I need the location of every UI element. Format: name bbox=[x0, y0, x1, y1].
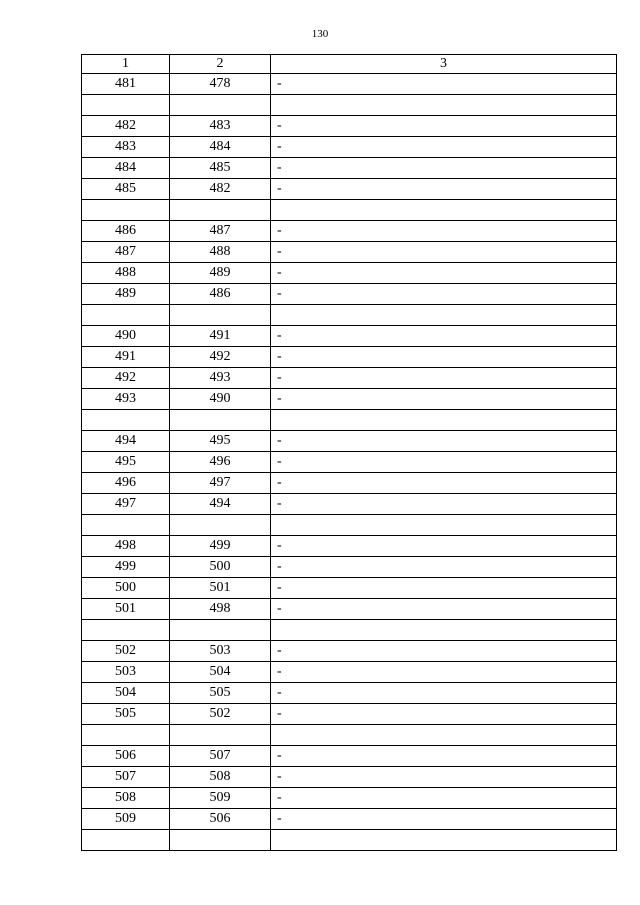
table-cell-col-3: - bbox=[271, 242, 617, 263]
table-row bbox=[82, 305, 617, 326]
table-cell-col-3 bbox=[271, 830, 617, 851]
table-cell-col-1: 501 bbox=[82, 599, 170, 620]
table-row bbox=[82, 578, 617, 599]
table-cell-col-1: 482 bbox=[82, 116, 170, 137]
table-row bbox=[82, 221, 617, 242]
table-cell-col-3: - bbox=[271, 284, 617, 305]
table-row bbox=[82, 683, 617, 704]
table-cell-col-2 bbox=[170, 95, 271, 116]
data-table bbox=[81, 54, 617, 851]
page-number: 130 bbox=[311, 28, 329, 40]
table-cell-col-3: - bbox=[271, 578, 617, 599]
table-row bbox=[82, 452, 617, 473]
table-cell-col-1: 485 bbox=[82, 179, 170, 200]
table-cell-col-2: 505 bbox=[170, 683, 271, 704]
table-cell-col-1: 505 bbox=[82, 704, 170, 725]
table-cell-col-2: 492 bbox=[170, 347, 271, 368]
table-cell-col-1: 504 bbox=[82, 683, 170, 704]
table-cell-col-1: 497 bbox=[82, 494, 170, 515]
table-cell-col-2: 484 bbox=[170, 137, 271, 158]
table-row bbox=[82, 200, 617, 221]
table-row bbox=[82, 557, 617, 578]
table-cell-col-3: - bbox=[271, 809, 617, 830]
table-row bbox=[82, 620, 617, 641]
table-cell-col-2: 509 bbox=[170, 788, 271, 809]
table-cell-col-2 bbox=[170, 620, 271, 641]
table-cell-col-1 bbox=[82, 620, 170, 641]
table-cell-col-2: 496 bbox=[170, 452, 271, 473]
table-row bbox=[82, 179, 617, 200]
table-cell-col-2 bbox=[170, 515, 271, 536]
table-row bbox=[82, 431, 617, 452]
table-row bbox=[82, 368, 617, 389]
table-cell-col-1 bbox=[82, 95, 170, 116]
table-cell-col-3: - bbox=[271, 137, 617, 158]
table-cell-col-3: - bbox=[271, 788, 617, 809]
table-cell-col-3: - bbox=[271, 662, 617, 683]
table-cell-col-1 bbox=[82, 410, 170, 431]
table-cell-col-1: 502 bbox=[82, 641, 170, 662]
table-cell-col-1: 498 bbox=[82, 536, 170, 557]
table-cell-col-2 bbox=[170, 200, 271, 221]
table-row bbox=[82, 494, 617, 515]
table-cell-col-2 bbox=[170, 410, 271, 431]
table-cell-col-2 bbox=[170, 830, 271, 851]
table-row bbox=[82, 116, 617, 137]
table-cell-col-3: - bbox=[271, 746, 617, 767]
table-cell-col-2: 482 bbox=[170, 179, 271, 200]
table-cell-col-1: 492 bbox=[82, 368, 170, 389]
table-cell-col-2: 501 bbox=[170, 578, 271, 599]
table-cell-col-3: - bbox=[271, 221, 617, 242]
table-row bbox=[82, 641, 617, 662]
table-cell-col-3: - bbox=[271, 263, 617, 284]
table-body bbox=[82, 74, 617, 851]
table-cell-col-2: 489 bbox=[170, 263, 271, 284]
table-cell-col-2: 495 bbox=[170, 431, 271, 452]
table-cell-col-3 bbox=[271, 95, 617, 116]
table-cell-col-3: - bbox=[271, 116, 617, 137]
table-cell-col-2: 487 bbox=[170, 221, 271, 242]
table-cell-col-3 bbox=[271, 725, 617, 746]
table-cell-col-2: 503 bbox=[170, 641, 271, 662]
table-cell-col-1: 491 bbox=[82, 347, 170, 368]
table-cell-col-2: 486 bbox=[170, 284, 271, 305]
table-cell-col-1: 489 bbox=[82, 284, 170, 305]
table-cell-col-1 bbox=[82, 305, 170, 326]
table-cell-col-1: 503 bbox=[82, 662, 170, 683]
table-cell-col-2: 494 bbox=[170, 494, 271, 515]
table-cell-col-3: - bbox=[271, 704, 617, 725]
table-cell-col-1: 506 bbox=[82, 746, 170, 767]
table-row bbox=[82, 263, 617, 284]
table-cell-col-3 bbox=[271, 515, 617, 536]
table-cell-col-3 bbox=[271, 200, 617, 221]
table-cell-col-3: - bbox=[271, 557, 617, 578]
table-row bbox=[82, 662, 617, 683]
table-cell-col-3 bbox=[271, 410, 617, 431]
table-cell-col-2: 485 bbox=[170, 158, 271, 179]
table-cell-col-2: 490 bbox=[170, 389, 271, 410]
table-cell-col-3: - bbox=[271, 494, 617, 515]
table-row bbox=[82, 74, 617, 95]
table-cell-col-2: 497 bbox=[170, 473, 271, 494]
table-row bbox=[82, 347, 617, 368]
table-cell-col-1: 484 bbox=[82, 158, 170, 179]
table-cell-col-3: - bbox=[271, 179, 617, 200]
table-row bbox=[82, 410, 617, 431]
table-cell-col-3: - bbox=[271, 368, 617, 389]
table-cell-col-1: 508 bbox=[82, 788, 170, 809]
table-cell-col-1: 483 bbox=[82, 137, 170, 158]
table-row bbox=[82, 704, 617, 725]
table-cell-col-1: 493 bbox=[82, 389, 170, 410]
table-cell-col-2: 478 bbox=[170, 74, 271, 95]
table-cell-col-2 bbox=[170, 305, 271, 326]
table-cell-col-3 bbox=[271, 620, 617, 641]
table-row bbox=[82, 389, 617, 410]
table-cell-col-3: - bbox=[271, 767, 617, 788]
table-row bbox=[82, 473, 617, 494]
table-cell-col-3: - bbox=[271, 326, 617, 347]
table-row bbox=[82, 326, 617, 347]
table-row bbox=[82, 725, 617, 746]
table-cell-col-1: 509 bbox=[82, 809, 170, 830]
table-row bbox=[82, 284, 617, 305]
table-cell-col-1: 488 bbox=[82, 263, 170, 284]
table-cell-col-3: - bbox=[271, 599, 617, 620]
table-cell-col-1: 496 bbox=[82, 473, 170, 494]
table-cell-col-3: - bbox=[271, 641, 617, 662]
table-cell-col-3: - bbox=[271, 473, 617, 494]
table-cell-col-1: 490 bbox=[82, 326, 170, 347]
table-cell-col-3: - bbox=[271, 389, 617, 410]
table-row bbox=[82, 599, 617, 620]
table-cell-col-3: - bbox=[271, 536, 617, 557]
column-header-2: 2 bbox=[170, 55, 271, 74]
table-cell-col-2: 508 bbox=[170, 767, 271, 788]
table-cell-col-2: 506 bbox=[170, 809, 271, 830]
table-cell-col-3: - bbox=[271, 683, 617, 704]
table-cell-col-3: - bbox=[271, 452, 617, 473]
table-cell-col-1: 481 bbox=[82, 74, 170, 95]
table-row bbox=[82, 746, 617, 767]
table-cell-col-1: 486 bbox=[82, 221, 170, 242]
table-cell-col-2: 502 bbox=[170, 704, 271, 725]
table-cell-col-1: 500 bbox=[82, 578, 170, 599]
table-cell-col-1: 494 bbox=[82, 431, 170, 452]
table-cell-col-3: - bbox=[271, 74, 617, 95]
table-cell-col-2: 483 bbox=[170, 116, 271, 137]
table-cell-col-1: 487 bbox=[82, 242, 170, 263]
table-cell-col-2: 491 bbox=[170, 326, 271, 347]
table-cell-col-2: 504 bbox=[170, 662, 271, 683]
table-row bbox=[82, 158, 617, 179]
table-row bbox=[82, 515, 617, 536]
table-cell-col-1 bbox=[82, 830, 170, 851]
table-cell-col-1: 495 bbox=[82, 452, 170, 473]
table-cell-col-3: - bbox=[271, 347, 617, 368]
table-cell-col-3: - bbox=[271, 431, 617, 452]
table-row bbox=[82, 767, 617, 788]
table-cell-col-2 bbox=[170, 725, 271, 746]
table-cell-col-1 bbox=[82, 725, 170, 746]
table-row bbox=[82, 137, 617, 158]
table-header-row bbox=[82, 55, 617, 74]
table-cell-col-2: 507 bbox=[170, 746, 271, 767]
column-header-1: 1 bbox=[82, 55, 170, 74]
table-row bbox=[82, 830, 617, 851]
column-header-3: 3 bbox=[271, 55, 617, 74]
table-cell-col-1 bbox=[82, 515, 170, 536]
table-cell-col-1: 499 bbox=[82, 557, 170, 578]
table-cell-col-2: 499 bbox=[170, 536, 271, 557]
table-cell-col-2: 488 bbox=[170, 242, 271, 263]
table-cell-col-3 bbox=[271, 305, 617, 326]
table-cell-col-1: 507 bbox=[82, 767, 170, 788]
table-cell-col-1 bbox=[82, 200, 170, 221]
table-row bbox=[82, 788, 617, 809]
table-row bbox=[82, 242, 617, 263]
table-row bbox=[82, 95, 617, 116]
table-cell-col-2: 498 bbox=[170, 599, 271, 620]
table-row bbox=[82, 809, 617, 830]
table-cell-col-2: 500 bbox=[170, 557, 271, 578]
table-cell-col-2: 493 bbox=[170, 368, 271, 389]
table-row bbox=[82, 536, 617, 557]
table-cell-col-3: - bbox=[271, 158, 617, 179]
